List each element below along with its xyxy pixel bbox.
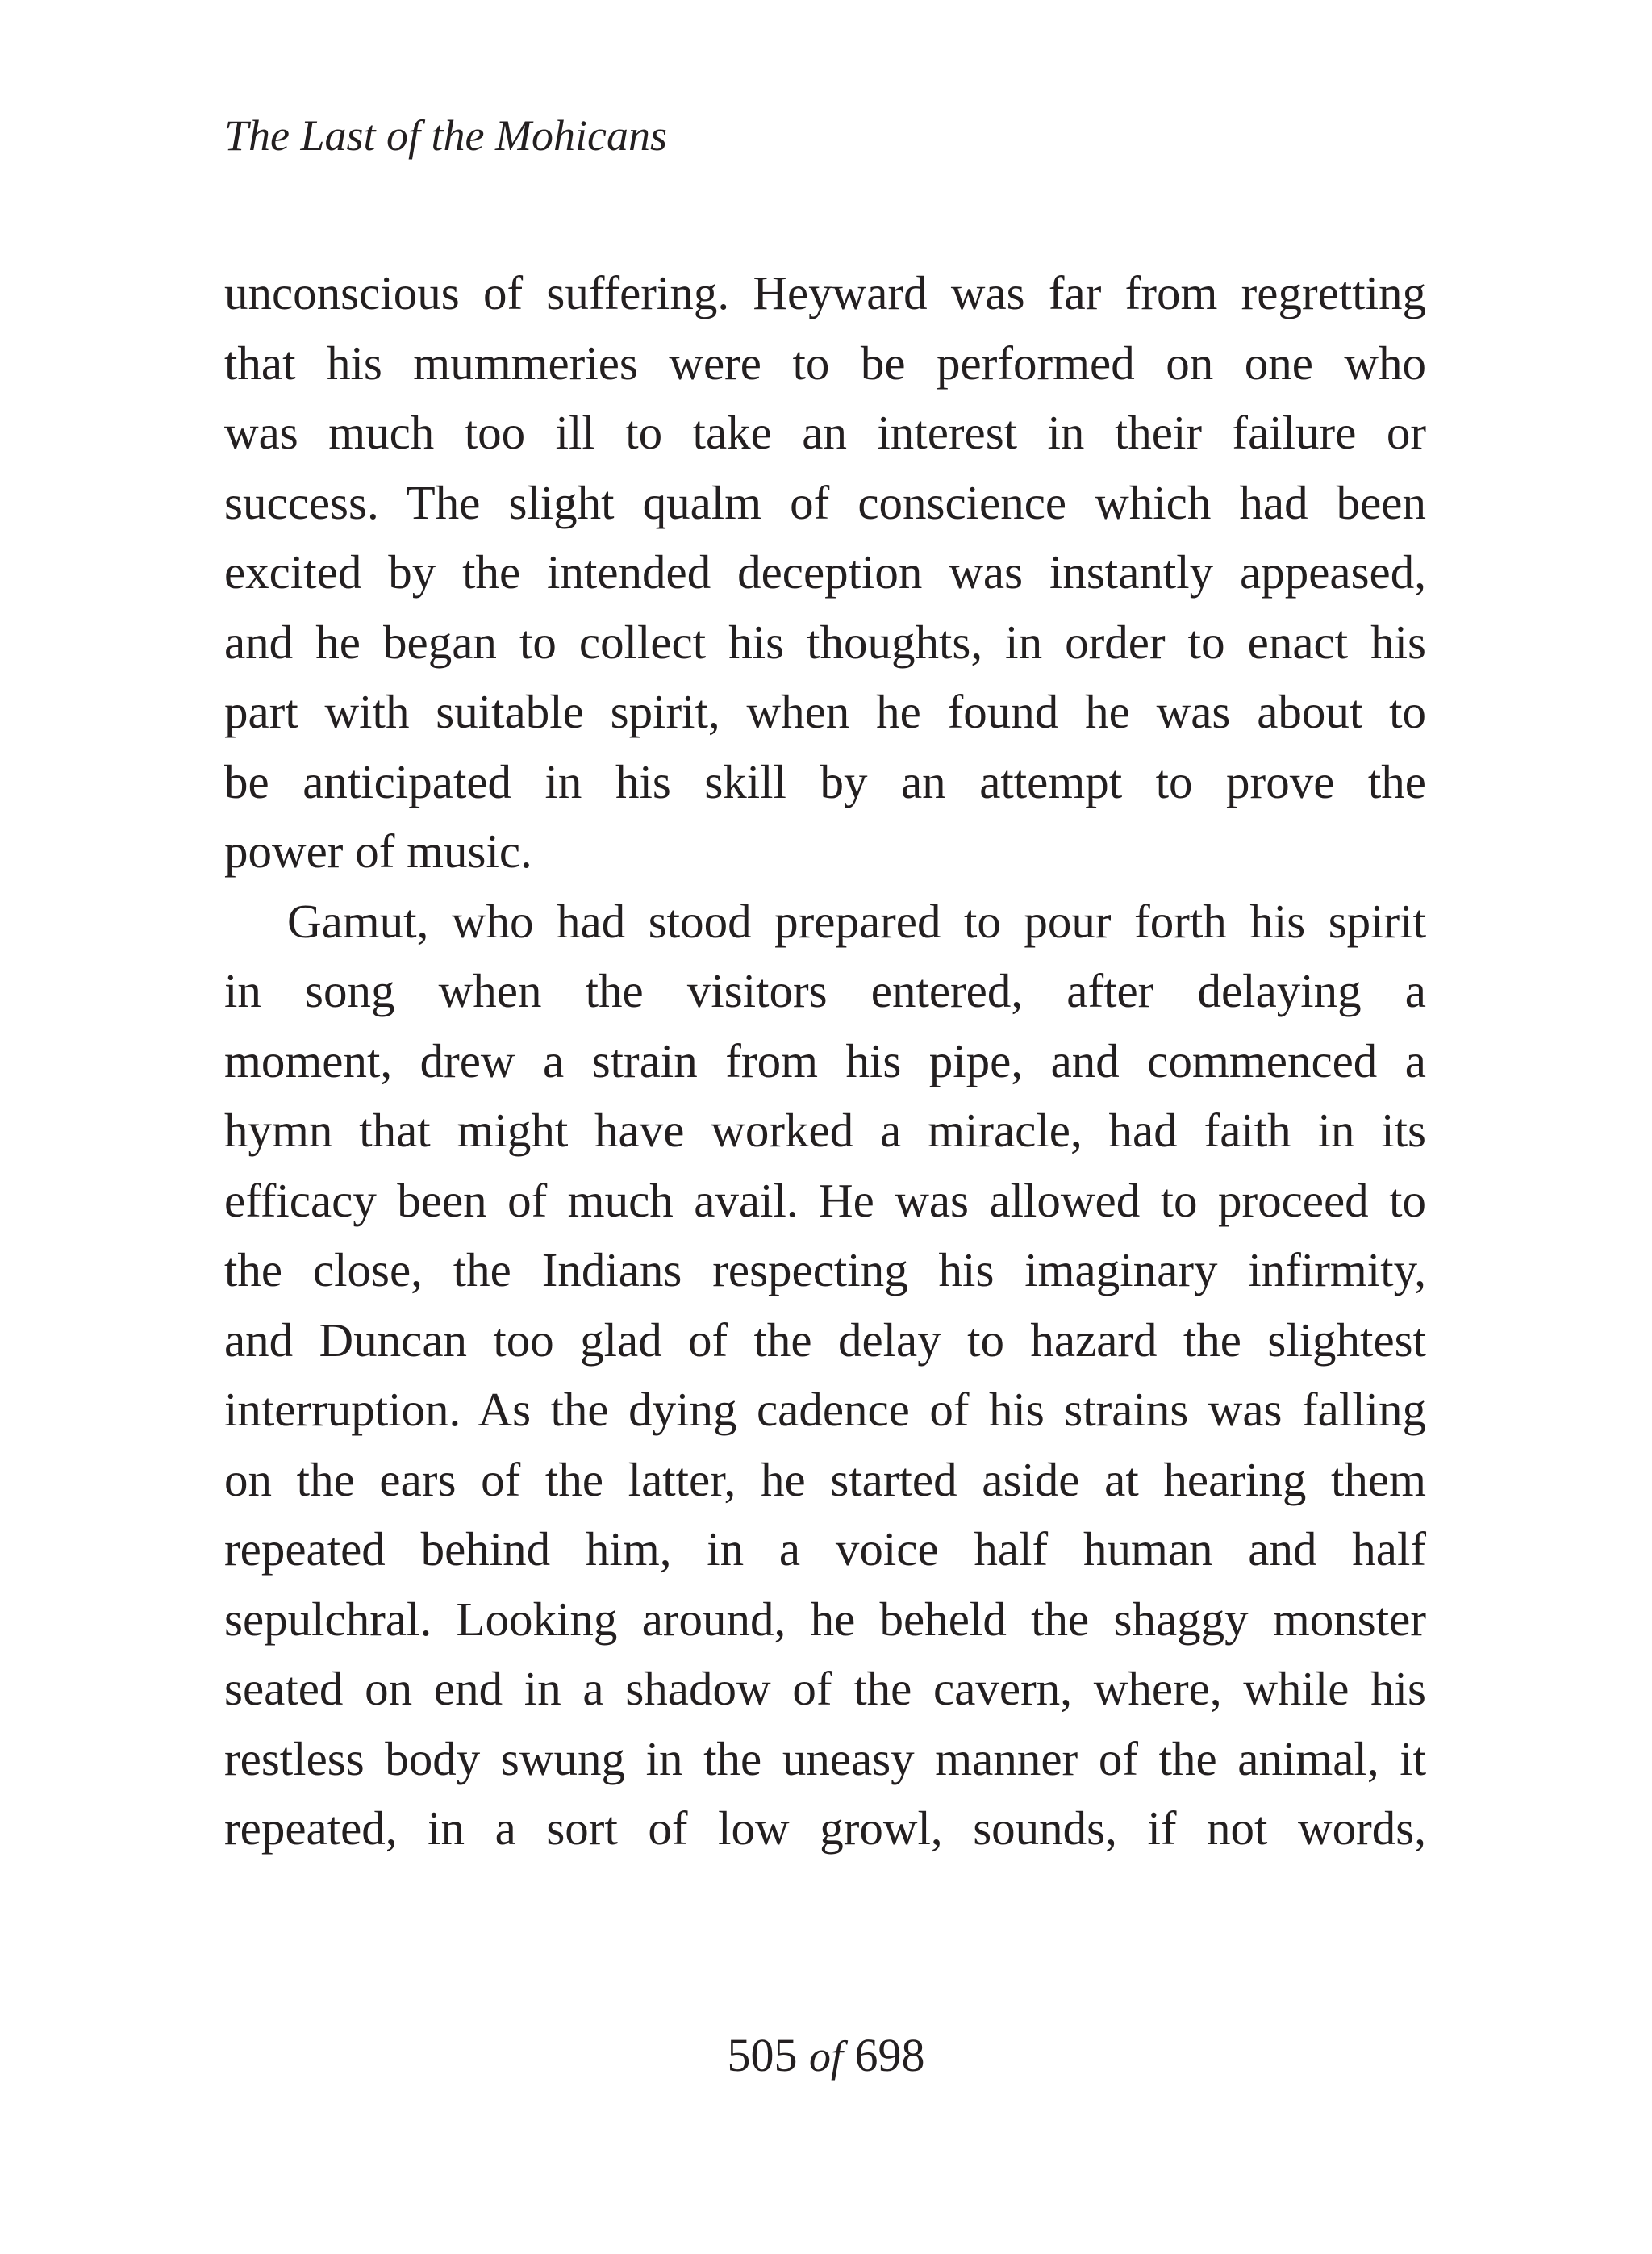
paragraph <box>224 887 1426 1864</box>
text-line: seated on end in a shadow of the cavern, where, while his <box>224 1662 1426 1715</box>
body-text <box>224 258 1426 1864</box>
page-separator: of <box>808 2032 843 2081</box>
text-line: be anticipated in his skill by an attempt to prove the <box>224 754 1426 808</box>
text-line: unconscious of suffering. Heyward was far from regretting <box>224 266 1426 319</box>
text-line: sepulchral. Looking around, he beheld the shaggy monster <box>224 1592 1426 1646</box>
running-head: The Last of the Mohicans <box>224 111 667 160</box>
text-line: the close, the Indians respecting his imaginary infirmity, <box>224 1243 1426 1296</box>
text-line: part with suitable spirit, when he found he was about to <box>224 685 1426 738</box>
text-line: interruption. As the dying cadence of his strains was falling <box>224 1383 1426 1436</box>
text-line: Gamut, who had stood prepared to pour forth his spirit <box>287 894 1426 948</box>
text-line: on the ears of the latter, he started aside at hearing them <box>224 1452 1426 1506</box>
text-line: restless body swung in the uneasy manner of the animal, it <box>224 1731 1426 1785</box>
page-number <box>0 2023 1652 2089</box>
text-line: moment, drew a strain from his pipe, and commenced a <box>224 1033 1426 1087</box>
text-line: and Duncan too glad of the delay to hazard the slightest <box>224 1313 1426 1367</box>
text-line: and he began to collect his thoughts, in order to enact his <box>224 615 1426 669</box>
text-line: efficacy been of much avail. He was allowed to proceed to <box>224 1173 1426 1227</box>
text-line: in song when the visitors entered, after delaying a <box>224 964 1426 1017</box>
text-line: that his mummeries were to be performed on one who <box>224 336 1426 390</box>
text-line: excited by the intended deception was instantly appeased, <box>224 545 1426 599</box>
page-current: 505 <box>727 2029 798 2081</box>
page-total: 698 <box>854 2029 925 2081</box>
text-line: was much too ill to take an interest in their failure or <box>224 406 1426 459</box>
text-line: hymn that might have worked a miracle, had faith in its <box>224 1104 1426 1157</box>
text-line: repeated, in a sort of low growl, sounds, if not words, <box>224 1801 1426 1855</box>
paragraph <box>224 258 1426 887</box>
text-line: power of music. <box>224 824 532 878</box>
text-line: repeated behind him, in a voice half human and half <box>224 1522 1426 1576</box>
text-line: success. The slight qualm of conscience which had been <box>224 475 1426 529</box>
